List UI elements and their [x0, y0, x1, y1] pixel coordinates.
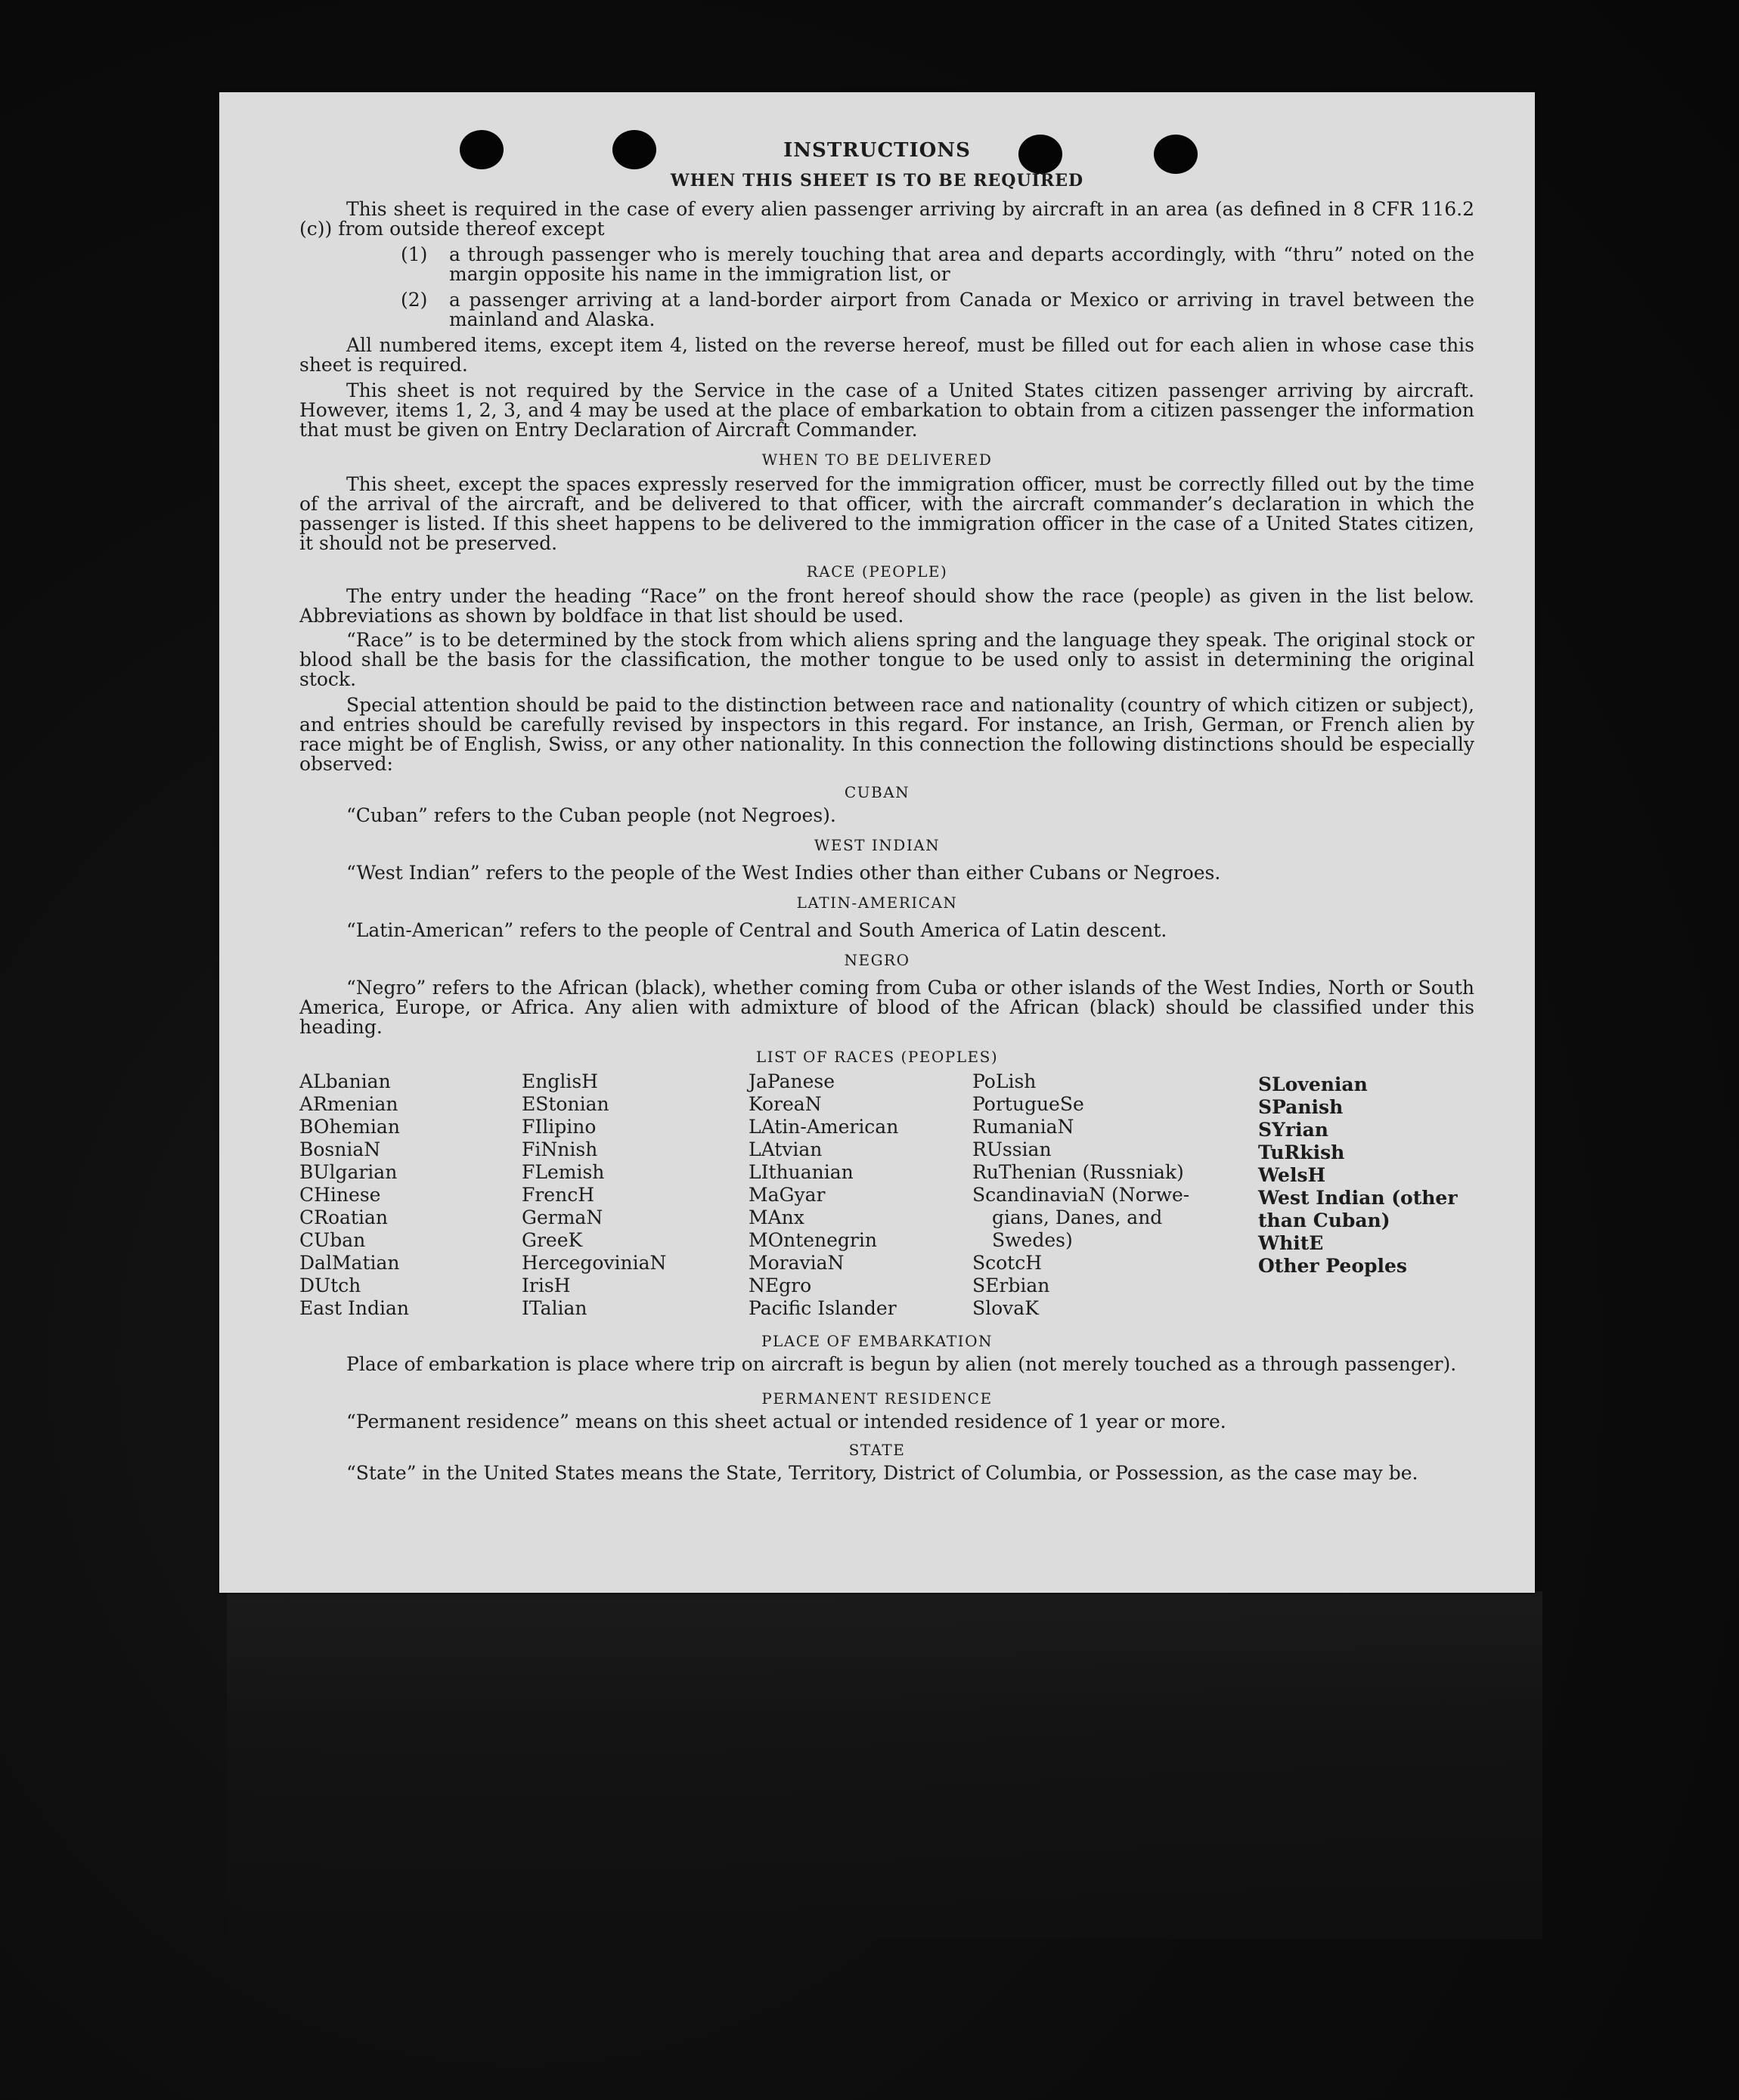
race-item: LAtin-American [749, 1116, 899, 1138]
races-column-2 [522, 1070, 666, 1320]
numbered-items-text: All numbered items, except item 4, listed on the reverse hereof, must be filled out for each alien in whose case this sheet is required. [299, 334, 1474, 376]
when-delivered-text: This sheet, except the spaces expressly reserved for the immigration officer, must be correctly filled out by the time of the arrival of the aircraft, and be delivered to that officer, with the aircraft commander’s declaration in which the passenger is listed. If this sheet happens to be delivered to the immigration officer in the case of a United States citizen, it should not be preserved. [299, 473, 1474, 554]
race-item: ScotcH [972, 1252, 1043, 1274]
race-item: RumaniaN [972, 1116, 1074, 1138]
intro-paragraph: This sheet is required in the case of every alien passenger arriving by aircraft in an area (as defined in 8 CFR 116.2 (c)) from outside thereof except [299, 198, 1474, 240]
race-item: CRoatian [299, 1206, 388, 1228]
race-item: East Indian [299, 1297, 409, 1319]
race-paragraph-1 [299, 587, 1474, 626]
scan-shadow-area [227, 1591, 1542, 1939]
race-item: GreeK [522, 1229, 583, 1251]
race-item: Other Peoples [1258, 1255, 1407, 1277]
race-item: SYrian [1258, 1119, 1328, 1141]
heading-race: RACE (PEOPLE) [806, 562, 948, 581]
race-paragraph-3 [299, 695, 1474, 774]
latin-american-paragraph [299, 921, 1474, 940]
race-item: SPanish [1258, 1096, 1344, 1118]
heading-west-indian: WEST INDIAN [814, 836, 941, 854]
residence-paragraph [299, 1412, 1474, 1432]
race-item: MoraviaN [749, 1252, 845, 1274]
race-item: SlovaK [972, 1297, 1039, 1319]
cuban-text: “Cuban” refers to the Cuban people (not Negroes). [346, 804, 836, 826]
race-item: West Indian (other [1258, 1187, 1458, 1209]
race-item: DUtch [299, 1275, 361, 1296]
state-paragraph [299, 1463, 1474, 1483]
race-item: KoreaN [749, 1093, 822, 1115]
heading-negro: NEGRO [844, 951, 910, 969]
when-required-block [299, 200, 1474, 239]
race-item: SLovenian [1258, 1073, 1368, 1095]
heading-list-of-races: LIST OF RACES (PEOPLES) [755, 1048, 999, 1066]
race-item: IrisH [522, 1275, 571, 1296]
heading-embarkation: PLACE OF EMBARKATION [761, 1332, 993, 1350]
exception-1-number: (1) [401, 243, 428, 265]
heading-residence: PERMANENT RESIDENCE [761, 1389, 993, 1408]
race-item: DalMatian [299, 1252, 400, 1274]
race-item: PoLish [972, 1070, 1037, 1092]
race-item: HercegoviniaN [522, 1252, 667, 1274]
race-item: ALbanian [299, 1070, 391, 1092]
race-item: WhitE [1258, 1232, 1324, 1254]
page-title: INSTRUCTIONS [783, 139, 971, 162]
race-text-1: The entry under the heading “Race” on the front hereof should show the race (people) as given in the list below. Abbreviations as shown by boldface in that list should be used. [299, 585, 1474, 627]
race-item: CUban [299, 1229, 366, 1251]
exception-2-number: (2) [401, 289, 428, 311]
race-item: FrencH [522, 1184, 594, 1206]
exception-2: a passenger arriving at a land-border airport from Canada or Mexico or arriving in travel between the mainland and Alaska. [449, 289, 1474, 330]
heading-cuban: CUBAN [844, 783, 910, 801]
residence-text: “Permanent residence” means on this sheet actual or intended residence of 1 year or more. [346, 1411, 1226, 1433]
race-item: MOntenegrin [749, 1229, 877, 1251]
race-item: than Cuban) [1258, 1210, 1390, 1231]
race-item: ScandinaviaN (Norwe- [972, 1184, 1190, 1206]
race-item: Pacific Islander [749, 1297, 897, 1319]
exception-1: a through passenger who is merely touching that area and departs accordingly, with “thru” noted on the margin opposite his name in the immigration list, or [449, 243, 1474, 285]
heading-state: STATE [848, 1441, 906, 1459]
race-item: gians, Danes, and [992, 1206, 1163, 1228]
heading-when-required: WHEN THIS SHEET IS TO BE REQUIRED [670, 171, 1084, 190]
race-item: LIthuanian [749, 1161, 854, 1183]
west-indian-paragraph [299, 863, 1474, 883]
race-item: FLemish [522, 1161, 605, 1183]
race-text-2: “Race” is to be determined by the stock from which aliens spring and the language they speak. The original stock or blood shall be the basis for the classification, the mother tongue to be used only to assist in determining the original stock. [299, 629, 1474, 690]
citizen-text: This sheet is not required by the Service in the case of a United States citizen passenger arriving by aircraft. However, items 1, 2, 3, and 4 may be used at the place of embarkation to obtain from a citizen passenger the information that must be given on Entry Declaration of Aircraft Commander. [299, 379, 1474, 441]
negro-text: “Negro” refers to the African (black), whether coming from Cuba or other islands of the West Indies, North or South America, Europe, or Africa. Any alien with admixture of blood of the African (black) should be classified under this heading. [299, 977, 1474, 1038]
race-item: Swedes) [992, 1229, 1073, 1251]
race-item: SErbian [972, 1275, 1050, 1296]
embarkation-text: Place of embarkation is place where trip on aircraft is begun by alien (not merely touched as a through passenger). [346, 1353, 1457, 1375]
race-item: BOhemian [299, 1116, 400, 1138]
citizen-paragraph [299, 381, 1474, 440]
race-item: JaPanese [749, 1070, 835, 1092]
race-item: BUlgarian [299, 1161, 398, 1183]
when-delivered-paragraph [299, 475, 1474, 553]
cuban-paragraph [299, 806, 1474, 825]
race-item: FIlipino [522, 1116, 597, 1138]
races-column-1 [299, 1070, 409, 1320]
race-item: GermaN [522, 1206, 603, 1228]
west-indian-text: “West Indian” refers to the people of the West Indies other than either Cubans or Negroes. [346, 862, 1221, 884]
race-item: NEgro [749, 1275, 812, 1296]
race-item: MAnx [749, 1206, 804, 1228]
race-item: ITalian [522, 1297, 587, 1319]
race-item: CHinese [299, 1184, 381, 1206]
race-text-3: Special attention should be paid to the distinction between race and nationality (country of which citizen or subject), and entries should be carefully revised by inspectors in this regard. For instance, an Irish, German, or French alien by race might be of English, Swiss, or any other nationality. In this connection the following distinctions should be especially observed: [299, 694, 1474, 775]
races-column-4 [972, 1070, 1189, 1320]
race-paragraph-2 [299, 630, 1474, 689]
race-item: WelsH [1258, 1164, 1326, 1186]
race-item: EnglisH [522, 1070, 598, 1092]
heading-latin-american: LATIN-AMERICAN [796, 894, 958, 912]
race-item: FiNnish [522, 1138, 598, 1160]
race-item: ARmenian [299, 1093, 398, 1115]
race-item: BosniaN [299, 1138, 381, 1160]
races-column-3 [749, 1070, 898, 1320]
races-column-5 [1258, 1073, 1458, 1278]
embarkation-paragraph [299, 1355, 1474, 1374]
race-item: RUssian [972, 1138, 1052, 1160]
race-item: EStonian [522, 1093, 609, 1115]
heading-when-delivered: WHEN TO BE DELIVERED [761, 451, 993, 469]
race-item: RuThenian (Russniak) [972, 1161, 1184, 1183]
race-item: MaGyar [749, 1184, 826, 1206]
latin-american-text: “Latin-American” refers to the people of Central and South America of Latin descent. [346, 919, 1167, 941]
negro-paragraph [299, 978, 1474, 1037]
state-text: “State” in the United States means the State, Territory, District of Columbia, or Possession, as the case may be. [346, 1462, 1418, 1484]
race-item: LAtvian [749, 1138, 823, 1160]
instruction-sheet [219, 92, 1535, 1593]
race-item: PortugueSe [972, 1093, 1084, 1115]
race-item: TuRkish [1258, 1141, 1345, 1163]
numbered-items-paragraph [299, 336, 1474, 375]
